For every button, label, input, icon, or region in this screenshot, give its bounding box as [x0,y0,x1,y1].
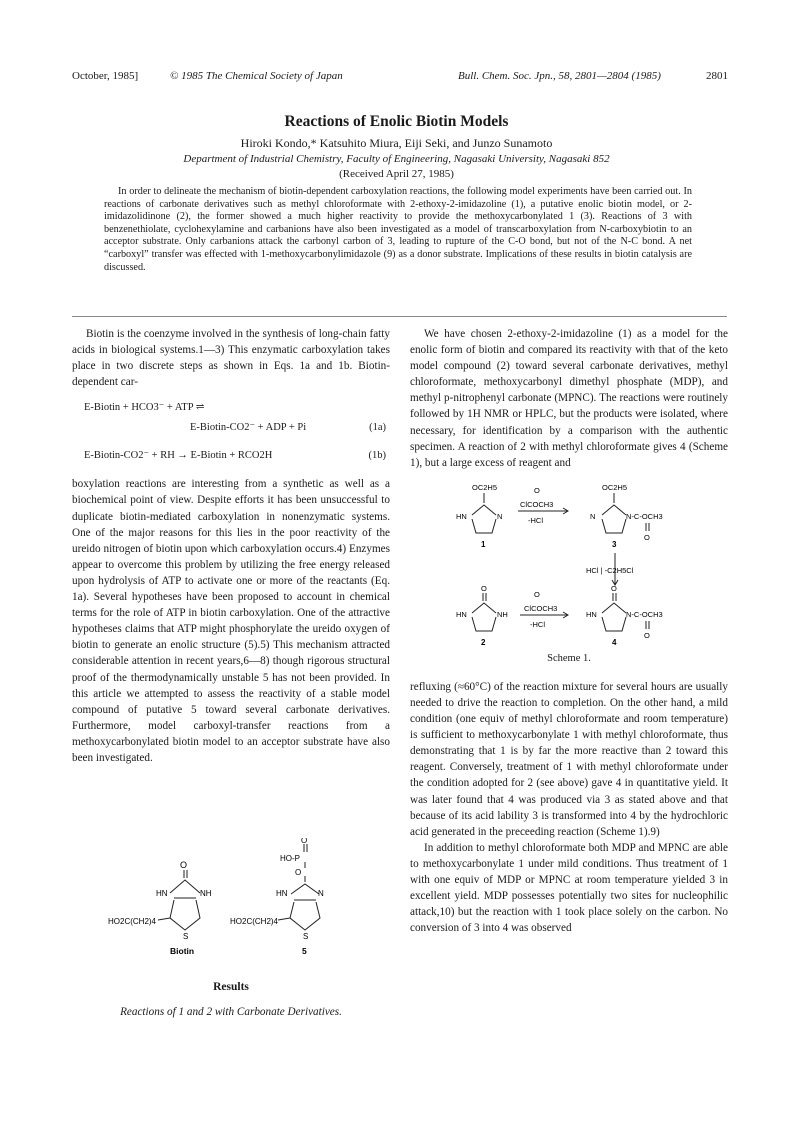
right-paragraph-1: We have chosen 2-ethoxy-2-imidazoline (1) as a model for the enolic form of biotin and compared its reactivity with that of the keto model compound (2) toward several carbonate derivatives, methyl chloroformate, methoxycarbonyl dimethyl phosphate (MDP), and methyl p-nitrophenyl carbonate (MPNC). The reactions were routinely followed by 1H NMR or HPLC, but the products were isolated, where necessary, for identification by a comparison with the authentic specimen. A reaction of 2 with methyl chloroformate gives 4 (Scheme 1), but a large excess of reagent and [410,328,728,469]
biotin-side-chain: HO2C(CH2)4 [108,917,157,926]
compound-3-label: 3 [612,539,617,549]
arrow1-minus-hcl: -HCl [528,515,543,525]
compound-5-bridging-o: O [295,868,302,877]
compound-2-carbonyl-o: O [481,583,487,593]
right-paragraph-2: refluxing (≈60°C) of the reaction mixture for several hours are usually needed to drive the reaction to completion. On the other hand, a mild condition (one equiv of methyl chloroformate and room temperature) is sufficient to methoxycarbonylate 1 with methyl chloroformate, thus demonstrating that 1 is by far the more reactive than 2 toward this reagent. Conversely, treatment of 1 with methyl chloroformate under the condition adopted for 2 (see above) gave 4 in quantitative yield. It was later found that 4 was produced via 3 as stated above and that because of its acid lability 3 is transformed into 4 by the hydrochloric acid generated in the preceeding reaction (Scheme 1).9) [410,680,728,838]
results-heading: Results [213,981,249,993]
authors: Hiroki Kondo,* Katsuhito Miura, Eiji Seki, and Junzo Sunamoto [240,136,553,150]
compound-4-carbonyl-o: O [611,583,617,593]
scheme-1-figure [450,481,710,651]
vertical-arrow-label: HCl | -C2H5Cl [586,565,634,575]
biotin-sulfur: S [183,932,189,941]
compound-4-n-c-och3: N-C-OCH3 [626,609,663,619]
arrow1-reagent: ClCOCH3 [520,499,554,509]
compound-3-oc2h5: OC2H5 [602,482,628,492]
compound-1-n: N [497,511,503,521]
compound-4-hn: HN [586,609,597,619]
compound-5-oxygen-top: O [301,838,308,845]
compound-4-ester-o: O [644,630,650,640]
biotin-structure [158,870,200,930]
compound-1-ring [472,493,496,533]
compound-2-hn: HN [456,609,467,619]
compound-3-n: N [590,511,596,521]
abstract: In order to delineate the mechanism of biotin-dependent carboxylation reactions, the following model experiments have been carried out. In reactions of carbonate derivatives such as methyl chloroformate with 2-ethoxy-2-imidazoline (1), a putative enolic biotin model, or 2-imidazolidinone (2), the former showed a much higher reactivity to provide the methoxycarbonylated 1 (3). Reactions of 3 with benzenethiolate, cyclohexylamine and carbanions have also been investigated as a model of transcarboxylation from N-carboxybiotin to an acceptor substrate. Only carbanions attack the carbonyl carbon of 3, leading to rupture of the C-O bond, but not of the N-C bond. A net “carboxyl” transfer was effected with 1-methoxycarbonylimidazole (9) as a donor substrate. Implications of these results in biotin catalysis are discussed. [104,186,692,273]
compound-2-ring [472,593,496,631]
biotin-hn: HN [156,889,168,898]
equation-1a-line1 [72,400,390,420]
compound-4-label: 4 [612,637,617,647]
compound-3-n-c-och3: N-C-OCH3 [626,511,663,521]
right-paragraph-3: In addition to methyl chloroformate both MDP and MPNC are able to methoxycarbonylate 1 under mild conditions. Thus treatment of 1 with one equiv of MDP or MPNC at room temperature yielded 3 in excellent yield. MDP possesses potentially two sites for nucleophilic attack,10) but the reaction with 1 took place solely on the carbon. No conversion of 3 into 4 was observed [410,841,728,935]
compound-3-carbonyl-o: O [644,532,650,542]
affiliation: Department of Industrial Chemistry, Faculty of Engineering, Nagasaki University, Nagasaki 852 [183,153,610,165]
compound-2-nh: NH [497,609,508,619]
compound-5-side-chain: HO2C(CH2)4 [230,917,279,926]
compound-1-label: 1 [481,539,486,549]
arrow1-carbonyl-o: O [534,485,540,495]
header-page-number: 2801 [706,70,728,82]
header-journal: Bull. Chem. Soc. Jpn., 58, 2801—2804 (1985) [458,70,661,82]
equation-1b-text: E-Biotin-CO2⁻ + RH → E-Biotin + RCO2H [84,450,273,462]
arrow2-carbonyl-o: O [534,589,540,599]
right-column [410,326,728,936]
equation-1a-line2 [72,420,390,440]
equation-1a-reactants: E-Biotin + HCO3⁻ + ATP ⇌ [84,402,205,414]
compound-5-hn: HN [276,889,288,898]
scheme-1-caption: Scheme 1. [547,652,591,664]
header-copyright: © 1985 The Chemical Society of Japan [170,70,343,82]
compound-5-phosphate: HO-P [280,854,300,863]
equation-1b [72,448,390,468]
biotin-structures-figure [108,838,358,960]
received-date: (Received April 27, 1985) [339,168,454,180]
biotin-carbonyl-o: O [180,860,188,870]
compound-2-label: 2 [481,637,486,647]
biotin-label: Biotin [170,946,195,956]
intro-paragraph-1: Biotin is the coenzyme involved in the synthesis of long-chain fatty acids in biological systems.1—3) This enzymatic carboxylation takes place in two discrete steps as shown in Eqs. 1a and 1b. Biotin-dependent car- [72,328,390,389]
divider [72,316,727,317]
compound-5-n: N [318,889,324,898]
compound-1-hn: HN [456,511,467,521]
equation-1b-tag: (1b) [368,450,386,462]
biotin-nh: NH [200,889,212,898]
intro-paragraph-2: boxylation reactions are interesting from a synthetic as well as a biochemical point of view. Despite efforts it has been unsuccessful to duplicate biotin-mediated carboxylation in nonenzymatic systems. One of the major reasons for this lies in the poor reactivity of the ureido nitrogen of biotin upon which carboxylation occurs.4) Enzymes appear to overcome this problem by utilizing the free energy released upon hydrolysis of ATP to activate one or more of the reactants (Eq. 1a). Several hypotheses have been proposed to account in chemical terms for the role of ATP in biotin carboxylation. One of the attractive hypotheses claims that ATP might phosphorylate the ureido oxygen of biotin to generate an enolic structure (5).5) This mechanism attracted considerable attention in recent years,6—8) though rigorous structural proof of the thermodynamically unstable 5 has not been provided. In this article we attempted to assess the reactivity of a stable model compound of putative 5 toward several carbonate derivatives. Furthermore, model carboxyl-transfer reactions from a methoxycarbonylated biotin model to an acceptor substrate have also been investigated. [72,478,390,764]
scheme-1-space [410,471,728,671]
left-column [72,326,390,766]
results-subheading: Reactions of 1 and 2 with Carbonate Derivatives. [120,1006,342,1018]
compound-5-label: 5 [302,946,307,956]
compound-5-sulfur: S [303,932,309,941]
header-date: October, 1985] [72,70,139,82]
compound-1-oc2h5: OC2H5 [472,482,498,492]
arrow2-reagent: ClCOCH3 [524,603,558,613]
arrow2-minus-hcl: -HCl [530,619,545,629]
equation-1a-tag: (1a) [369,422,386,434]
paper-title: Reactions of Enolic Biotin Models [284,113,509,130]
equation-1a-products: E-Biotin-CO2⁻ + ADP + Pi [190,422,307,434]
